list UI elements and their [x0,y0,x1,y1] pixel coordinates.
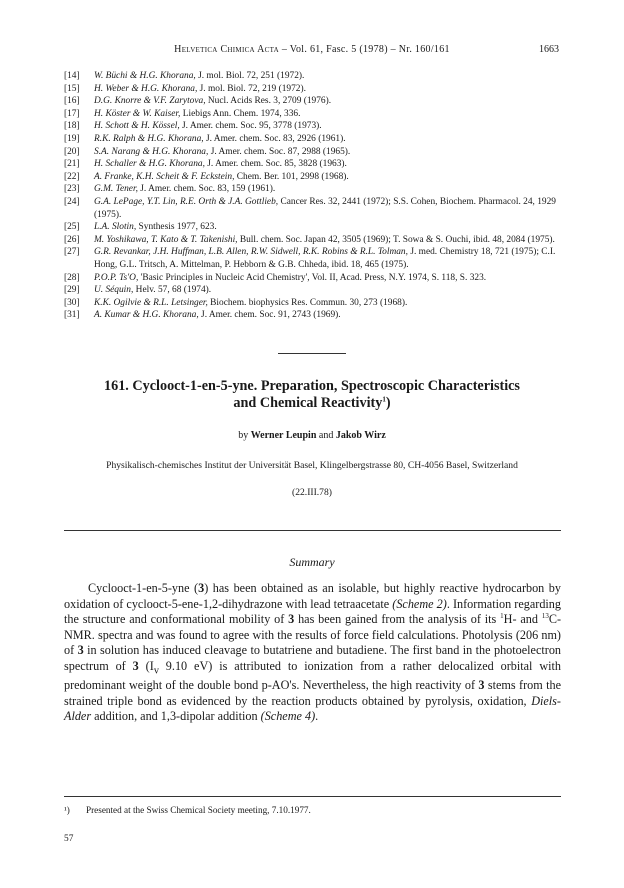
reference-authors: H. Köster & W. Kaiser, [94,108,181,119]
reference-source: 'Basic Principles in Nucleic Acid Chemistry', Vol. II, Acad. Press, N.Y. 1974, S. 118, S. 323. [138,272,487,283]
reference-item [64,196,560,221]
isotope-sup: 13 [541,611,549,620]
reference-item [64,309,560,322]
reference-number: [16] [64,96,80,107]
author-2: Jakob Wirz [335,430,386,441]
reference-number: [25] [64,222,80,233]
reference-item [64,158,560,171]
reference-item [64,83,560,96]
reference-source: J. Amer. chem. Soc. 85, 3828 (1963). [204,159,347,170]
summary-text: in solution has induced cleavage to butatriene and butadiene. The first band in the photoelectron spectrum of [64,643,562,673]
reference-item [64,133,560,146]
reference-source: J. med. Chemistry 18, 721 (1975); C.I. Hong, G.L. Tritsch, A. Mittelman, P. Hebborn & G.B. Chheda, ibid. 18, 465 (1975). [94,247,556,270]
reference-authors: H. Weber & H.G. Khorana, [94,83,198,94]
reference-item [64,171,560,184]
reference-source: Nucl. Acids Res. 3, 2709 (1976). [205,96,332,107]
reference-authors: A. Kumar & H.G. Khorana, [94,310,199,321]
reference-item [64,70,560,83]
reference-authors: S.A. Narang & H.G. Khorana, [94,146,209,157]
reaction-name: Diels-Alder [64,693,561,724]
compound-ref: 3 [198,581,205,595]
summary-text: . Information regarding the structure and conformational mobility of [64,596,561,626]
reference-number: [31] [64,310,80,321]
reference-authors: H. Schaller & H.G. Khorana, [94,159,205,170]
reference-item [64,146,560,159]
footnote [64,805,560,815]
reference-source: Liebigs Ann. Chem. 1974, 336. [180,108,301,119]
byline-and: and [316,430,336,441]
reference-item [64,108,560,121]
summary-text: Cyclooct-1-en-5-yne ( [88,581,199,595]
reference-authors: R.K. Ralph & H.G. Khorana, [94,133,204,144]
summary-rule-top [64,530,561,531]
title-line-2-text: and Chemical Reactivity [233,395,383,411]
reference-source: Biochem. biophysics Res. Commun. 30, 273 (1968). [207,297,408,308]
reference-source: J. mol. Biol. 72, 219 (1972). [197,83,306,94]
reference-source: Helv. 57, 68 (1974). [133,285,212,296]
reference-number: [17] [64,108,80,119]
reference-number: [23] [64,184,80,195]
reference-authors: H. Schott & H. Kössel, [94,121,180,132]
reference-number: [19] [64,133,80,144]
reference-number: [22] [64,171,80,182]
compound-ref: 3 [478,678,485,693]
reference-authors: L.A. Slotin, [94,222,137,233]
summary-text: (I [138,658,154,673]
title-line-1: 161. Cyclooct-1-en-5-yne. Preparation, Spectroscopic Characteristics [104,378,520,394]
summary-text: stems from the strained triple bond as evidenced by the reaction products obtained by pyrolysis, oxidation, [64,678,561,708]
reference-authors: D.G. Knorre & V.F. Zarytova, [94,96,206,107]
reference-number: [28] [64,272,80,283]
title-footnote-mark: 1 [382,395,386,404]
author-1: Werner Leupin [250,430,317,441]
byline [64,430,560,441]
reference-authors: M. Yoshikawa, T. Kato & T. Takenishi, [94,234,238,245]
reference-item [64,284,560,297]
reference-item [64,272,560,285]
reference-number: [27] [64,247,80,258]
reference-authors: U. Séquin, [94,285,134,296]
reference-authors: G.A. LePage, Y.T. Lin, R.E. Orth & J.A. Gottlieb, [94,196,279,207]
reference-authors: K.K. Ogilvie & R.L. Letsinger, [94,297,208,308]
summary-heading: Summary [289,555,335,569]
compound-ref: 3 [288,612,295,626]
reference-authors: W. Büchi & H.G. Khorana, [94,71,196,81]
reference-source: Synthesis 1977, 623. [136,222,217,233]
reference-item [64,221,560,234]
page-number: 1663 [539,44,559,55]
reference-source: Bull. chem. Soc. Japan 42, 3505 (1969); T. Sowa & S. Ouchi, ibid. 48, 2084 (1975). [237,234,555,245]
reference-source: Cancer Res. 32, 2441 (1972); S.S. Cohen, Biochem. Pharmacol. 24, 1929 (1975). [94,196,556,220]
summary-text: C-NMR. spectra and was found to agree with the results of force field calculations. Photolysis (206 nm) of [64,612,561,657]
summary-paragraph [64,581,561,725]
reference-list [64,70,560,322]
reference-item [64,120,560,133]
summary-text: H- and [503,612,542,626]
article-title [64,378,560,412]
reference-item [64,234,560,247]
compound-ref: 3 [77,643,84,657]
reference-item [64,95,560,108]
summary-text: . [315,709,319,724]
reference-number: [21] [64,159,80,170]
compound-ref: 3 [132,658,139,673]
title-footnote-close: ) [385,395,391,411]
reference-source: J. Amer. chem. Soc. 87, 2988 (1965). [208,146,351,157]
reference-source: J. Amer. chem. Soc. 83, 2926 (1961). [203,133,346,144]
reference-number: [15] [64,83,80,94]
reference-number: [20] [64,146,80,157]
reference-item [64,183,560,196]
reference-authors: G.R. Revankar, J.H. Huffman, L.B. Allen, R.W. Sidwell, R.K. Robins & R.L. Tolman, [94,247,408,258]
reference-number: [30] [64,297,80,308]
isotope-sup: 1 [500,611,504,620]
reference-item [64,297,560,310]
reference-source: J. mol. Biol. 72, 251 (1972). [195,71,305,81]
reference-number: [14] [64,71,80,81]
reference-source: J. Amer. chem. Soc. 91, 2743 (1969). [198,310,341,321]
reference-number: [26] [64,234,80,245]
summary-text: addition, and 1,3-dipolar addition [91,709,261,724]
reference-authors: P.O.P. Ts'O, [94,272,139,283]
scheme-ref: (Scheme 2) [392,596,447,611]
footnote-text: Presented at the Swiss Chemical Society meeting, 7.10.1977. [86,805,311,815]
journal-citation [0,44,624,55]
reference-number: [24] [64,196,80,207]
reference-authors: A. Franke, K.H. Scheit & F. Eckstein, [94,171,235,182]
reference-source: Chem. Ber. 101, 2998 (1968). [234,171,349,182]
sheet-number: 57 [64,834,74,844]
reference-source: J. Amer. chem. Soc. 95, 3778 (1973). [179,121,322,132]
journal-volume-issue: – Vol. 61, Fasc. 5 (1978) – Nr. 160/161 [279,44,450,55]
reference-number: [29] [64,285,80,296]
article-separator [278,353,346,354]
footnote-rule [64,796,561,797]
summary-text: ) has been obtained as an isolable, but highly reactive hydrocarbon by oxidation of cyclooct-5-ene-1,2-dihydrazone with lead tetraacetate [64,581,561,611]
scheme-ref: (Scheme 4) [260,709,316,724]
reference-number: [18] [64,121,80,132]
byline-prefix: by [238,430,251,441]
reference-authors: G.M. Tener, [94,184,138,195]
title-line-2 [64,395,560,412]
reference-item [64,246,560,271]
journal-name: Helvetica Chimica Acta [174,44,280,55]
reference-source: J. Amer. chem. Soc. 83, 159 (1961). [137,184,276,195]
affiliation: Physikalisch-chemisches Institut der Universität Basel, Klingelbergstrasse 80, CH-4056 Basel, Switzerland [106,460,518,471]
ionization-sub: v [153,664,159,676]
received-date: (22.III.78) [292,487,332,498]
summary-text: has been gained from the analysis of its [294,612,501,626]
footnote-mark: ¹) [64,805,70,815]
summary-text: 9.10 eV) is attributed to ionization from a rather delocalized orbital with predominant weight of the double bond p-AO's. Nevertheless, the high reactivity of [64,658,562,693]
running-header [0,44,624,60]
